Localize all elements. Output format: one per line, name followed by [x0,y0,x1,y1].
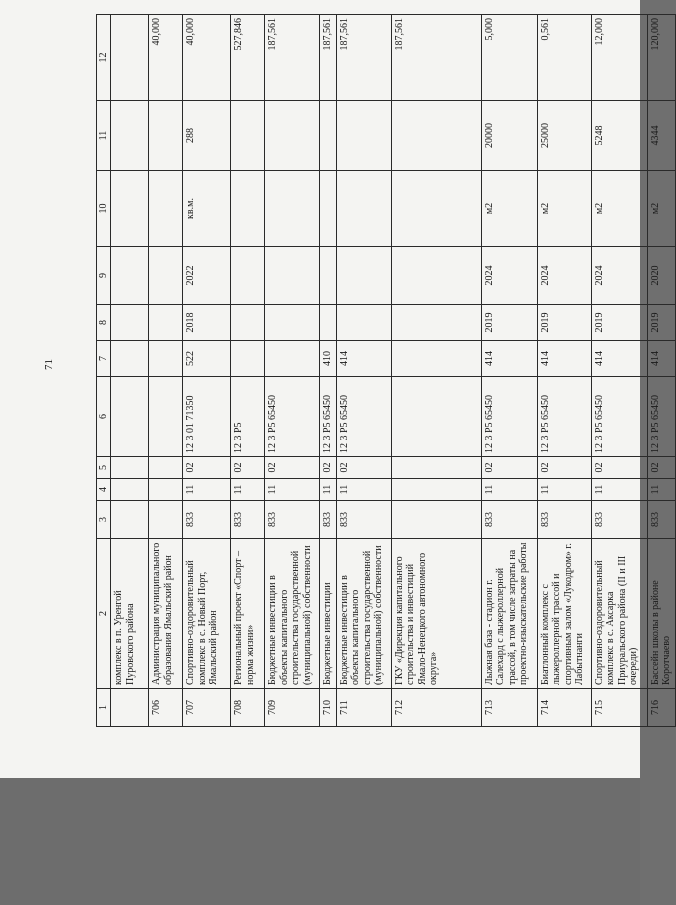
table-row [481,15,537,727]
table-cell [149,305,183,341]
table-cell: м2 [647,171,675,247]
table-cell: 2024 [537,247,591,305]
table-cell: 714 [537,689,591,727]
row-name-cell: Спортивно-оздоровительный комплекс в с. Аксарка Приуральского района (II и III очереди) [591,539,647,689]
table-cell: 833 [647,501,675,539]
table-cell: 12 3 P5 65450 [320,377,337,457]
table-cell [111,15,149,101]
table-cell: 833 [320,501,337,539]
header-cell: 11 [97,101,111,171]
table-cell: 527,846 [231,15,265,101]
table-cell [391,501,481,539]
table-cell: 02 [537,457,591,479]
table-cell: 25000 [537,101,591,171]
table-cell: 11 [647,479,675,501]
table-cell: 40,000 [183,15,231,101]
table-cell: 2018 [183,305,231,341]
table-cell [391,457,481,479]
table-cell: 11 [231,479,265,501]
table-cell [265,171,320,247]
table-cell: 711 [336,689,391,727]
table-cell: 5,000 [481,15,537,101]
table-cell: кв.м. [183,171,231,247]
table-cell [265,305,320,341]
table-cell [265,101,320,171]
table-cell: 40,000 [149,15,183,101]
table-cell: 712 [391,689,481,727]
table-cell: 833 [481,501,537,539]
row-name-cell: Региональный проект «Спорт – норма жизни» [231,539,265,689]
scan-background [0,778,640,905]
table-row [391,15,481,727]
table-cell: 12 3 P5 65450 [336,377,391,457]
table-cell: м2 [481,171,537,247]
table-cell: 11 [336,479,391,501]
table-cell: 414 [481,341,537,377]
table-cell: 02 [183,457,231,479]
table-cell [231,341,265,377]
table-cell [265,247,320,305]
table-cell [391,171,481,247]
table-cell [149,171,183,247]
table-cell: 414 [336,341,391,377]
table-cell: 12 3 P5 65450 [591,377,647,457]
row-name-cell: Лыжная база - стадион г. Салехард с лыжероллерной трассой, в том числе затраты на проектно-изыскательские работы [481,539,537,689]
table-cell: 410 [320,341,337,377]
table-cell: 02 [265,457,320,479]
table-cell [111,247,149,305]
table-row [111,15,149,727]
table-cell: 02 [647,457,675,479]
table-cell [265,341,320,377]
table-cell [391,341,481,377]
table-cell: 4344 [647,101,675,171]
row-name-cell: Биатлонный комплекс с лыжероллерной трассой и спортивным залом «Лукодром» г. Лабытнанги [537,539,591,689]
table-cell: 708 [231,689,265,727]
table-cell: 12 3 P5 65450 [481,377,537,457]
table-cell [391,247,481,305]
table-cell: 02 [591,457,647,479]
table-cell: 02 [231,457,265,479]
table-cell [111,341,149,377]
table-cell [231,305,265,341]
table-cell: 2020 [647,247,675,305]
table-cell [111,689,149,727]
table-cell: 833 [591,501,647,539]
table-cell: 20000 [481,101,537,171]
table-cell [111,479,149,501]
table-cell [336,101,391,171]
table-cell: 187,561 [265,15,320,101]
table-cell: 02 [320,457,337,479]
table-cell [336,305,391,341]
header-row [97,15,111,727]
table-row [320,15,337,727]
table-row [149,15,183,727]
table-cell: 120,000 [647,15,675,101]
table-cell: 11 [481,479,537,501]
table-cell [111,457,149,479]
header-cell: 6 [97,377,111,457]
rotated-table-wrapper [96,15,672,727]
table-row [591,15,647,727]
table-cell [111,501,149,539]
table-cell: 414 [647,341,675,377]
row-name-cell: Бюджетные инвестиции в объекты капитального строительства государственной (муниципальной) собственности [336,539,391,689]
table-cell: 709 [265,689,320,727]
table-cell: 414 [537,341,591,377]
table-cell: 716 [647,689,675,727]
table-cell: 187,561 [391,15,481,101]
table-row [336,15,391,727]
table-cell [149,341,183,377]
table-cell: 2019 [647,305,675,341]
row-name-cell: Бюджетные инвестиции [320,539,337,689]
table-cell: 833 [265,501,320,539]
table-cell: 707 [183,689,231,727]
table-cell [391,377,481,457]
table-cell: м2 [537,171,591,247]
table-cell: 11 [320,479,337,501]
table-cell [149,247,183,305]
table-cell [111,377,149,457]
table-cell: 2022 [183,247,231,305]
table-cell: 710 [320,689,337,727]
table-cell [320,305,337,341]
table-cell: 833 [537,501,591,539]
table-cell [111,171,149,247]
table-cell [391,305,481,341]
table-cell: 715 [591,689,647,727]
table-cell: 11 [183,479,231,501]
table-cell [320,247,337,305]
table-cell [231,101,265,171]
table-cell [231,171,265,247]
header-cell: 9 [97,247,111,305]
table-cell [149,101,183,171]
table-cell: 12,000 [591,15,647,101]
table-row [183,15,231,727]
table-cell [391,101,481,171]
table-cell: 414 [591,341,647,377]
table-cell: 2024 [481,247,537,305]
table-cell: 713 [481,689,537,727]
table-cell: 0,561 [537,15,591,101]
table-cell [320,101,337,171]
table-cell: 187,561 [320,15,337,101]
row-name-cell: Спортивно-оздоровительный комплекс в с. Новый Порт, Ямальский район [183,539,231,689]
table-cell [149,457,183,479]
row-name-cell: Бассейн школы в районе Коротчаево [647,539,675,689]
table-cell: 2019 [481,305,537,341]
table-cell: 706 [149,689,183,727]
table-cell [231,247,265,305]
table-cell: 522 [183,341,231,377]
table-cell: 2024 [591,247,647,305]
table-cell: 11 [591,479,647,501]
table-cell: 11 [265,479,320,501]
table-cell [111,305,149,341]
table-cell [336,247,391,305]
table-cell: 12 3 P5 65450 [265,377,320,457]
table-cell: 833 [183,501,231,539]
table-cell: 02 [336,457,391,479]
table-cell: 288 [183,101,231,171]
table-cell: 12 3 P5 65450 [537,377,591,457]
table-cell [391,479,481,501]
row-name-cell: комплекс в п. Уренгой Пуровского района [111,539,149,689]
header-cell: 2 [97,539,111,689]
table-cell [111,101,149,171]
table-cell: м2 [591,171,647,247]
header-cell: 10 [97,171,111,247]
table-row [647,15,675,727]
header-cell: 3 [97,501,111,539]
table-cell: 2019 [537,305,591,341]
table-row [265,15,320,727]
table-cell: 11 [537,479,591,501]
table-cell [336,171,391,247]
table-cell: 187,561 [336,15,391,101]
row-name-cell: Бюджетные инвестиции в объекты капитального строительства государственной (муниципальной) собственности [265,539,320,689]
table-row [231,15,265,727]
row-name-cell: Администрация муниципального образования Ямальский район [149,539,183,689]
budget-table [96,14,676,727]
header-cell: 4 [97,479,111,501]
table-row [537,15,591,727]
row-name-cell: ГКУ «Дирекция капитального строительства и инвестиций Ямало-Ненецкого автономного округа» [391,539,481,689]
header-cell: 8 [97,305,111,341]
header-cell: 7 [97,341,111,377]
table-cell: 12 3 P5 65450 [647,377,675,457]
table-cell: 02 [481,457,537,479]
table-cell: 833 [336,501,391,539]
header-cell: 1 [97,689,111,727]
table-cell: 5248 [591,101,647,171]
header-cell: 12 [97,15,111,101]
page-number: 71 [43,359,55,370]
table-cell: 2019 [591,305,647,341]
table-cell [149,377,183,457]
table-cell [320,171,337,247]
table-cell: 12 3 P5 [231,377,265,457]
table-cell [149,479,183,501]
table-cell [149,501,183,539]
header-cell: 5 [97,457,111,479]
table-cell: 833 [231,501,265,539]
table-cell: 12 3 01 71350 [183,377,231,457]
